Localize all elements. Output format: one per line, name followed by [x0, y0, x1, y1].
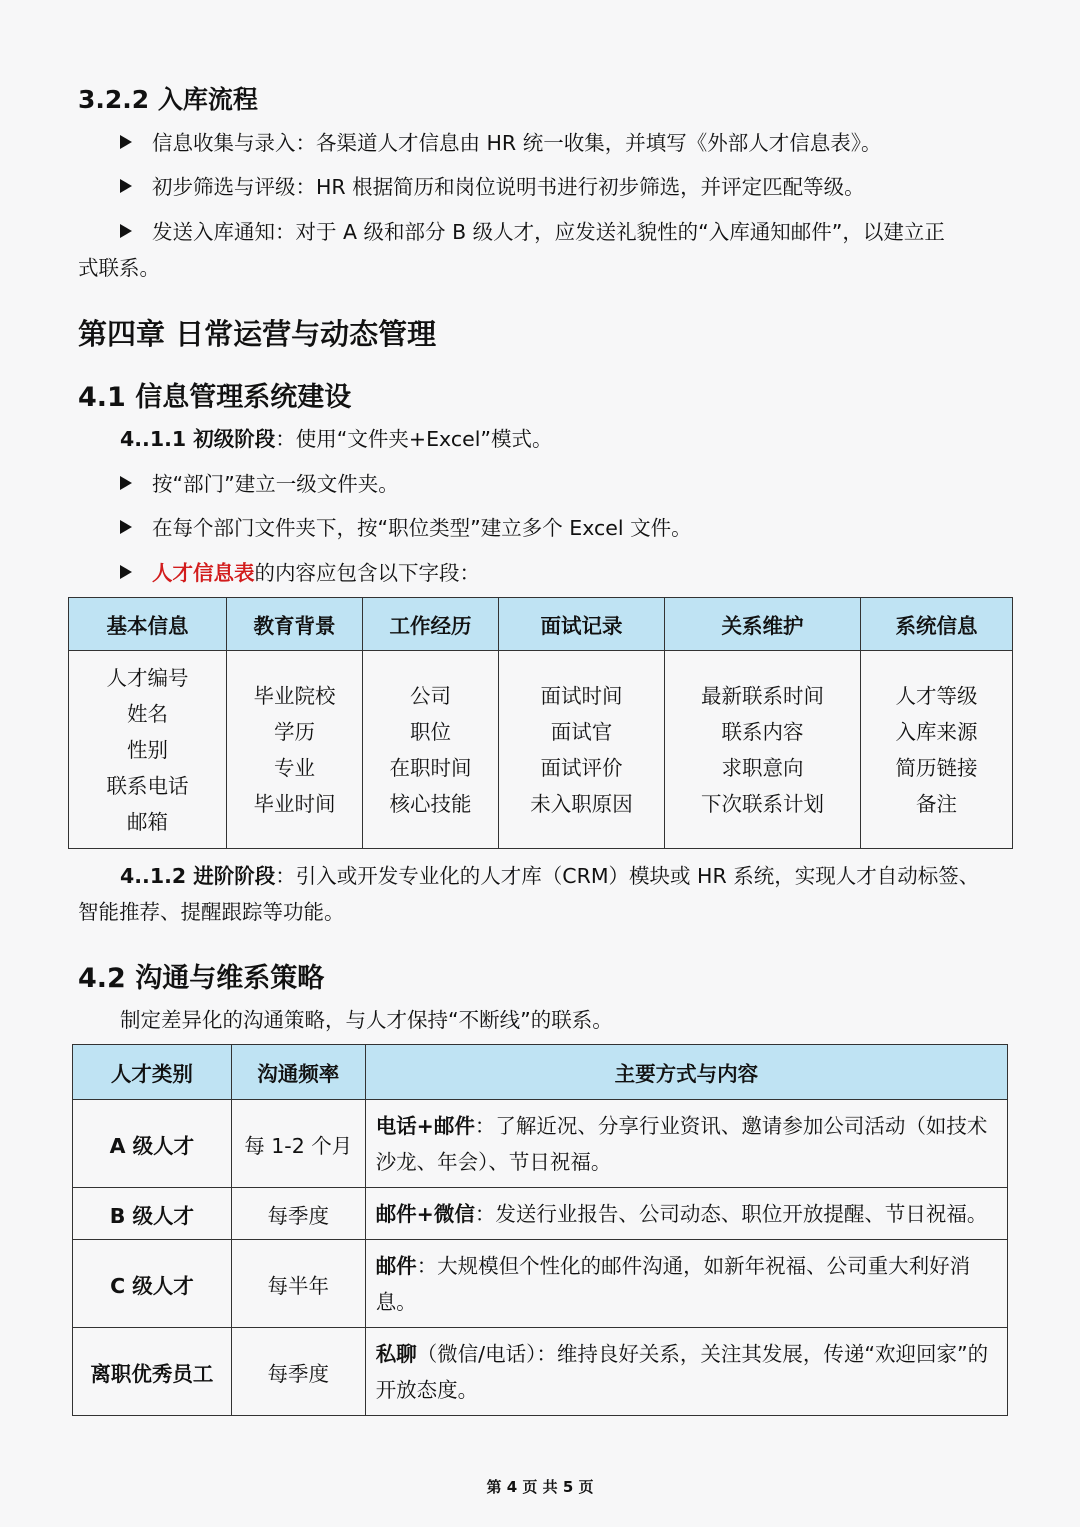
- triangle-bullet-icon: [120, 224, 132, 238]
- talent-category-cell: A 级人才: [73, 1100, 232, 1188]
- table-cell: 人才等级 入库来源 简历链接 备注: [861, 651, 1013, 849]
- table-cell: 最新联系时间 联系内容 求职意向 下次联系计划: [665, 651, 861, 849]
- frequency-cell: 每季度: [231, 1188, 365, 1240]
- triangle-bullet-icon: [120, 135, 132, 149]
- chapter-title: 第四章 日常运营与动态管理: [78, 317, 437, 351]
- section-heading-4-2: 4.2 沟通与维系策略: [78, 963, 325, 994]
- bullet-continuation: 式联系。: [78, 256, 160, 280]
- talent-info-fields-table: [68, 597, 1013, 849]
- intro-paragraph: 制定差异化的沟通策略，与人才保持“不断线”的联系。: [120, 1008, 613, 1032]
- table-row: [73, 1240, 1008, 1328]
- page-footer: 第 4 页 共 5 页: [486, 1478, 594, 1496]
- table-cell: 公司 职位 在职时间 核心技能: [363, 651, 499, 849]
- table-row: [69, 651, 1013, 849]
- triangle-bullet-icon: [120, 476, 132, 490]
- method-cell: 邮件+微信：发送行业报告、公司动态、职位开放提醒、节日祝福。: [365, 1188, 1007, 1240]
- table-row: [73, 1100, 1008, 1188]
- bullet-item: 按“部门”建立一级文件夹。: [120, 466, 399, 502]
- table-header-cell: 面试记录: [499, 598, 665, 651]
- stage-paragraph-continuation: 智能推荐、提醒跟踪等功能。: [78, 900, 345, 924]
- method-cell: 电话+邮件：了解近况、分享行业资讯、邀请参加公司活动（如技术沙龙、年会）、节日祝福。: [365, 1100, 1007, 1188]
- table-cell: 人才编号 姓名 性别 联系电话 邮箱: [69, 651, 227, 849]
- stage-paragraph: 4..1.2 进阶阶段：引入或开发专业化的人才库（CRM）模块或 HR 系统，实现人才自动标签、: [120, 864, 980, 888]
- method-cell: 私聊（微信/电话）：维持良好关系，关注其发展，传递“欢迎回家”的开放态度。: [365, 1328, 1007, 1416]
- talent-category-cell: 离职优秀员工: [73, 1328, 232, 1416]
- table-header-cell: 沟通频率: [231, 1045, 365, 1100]
- table-header-row: [69, 598, 1013, 651]
- talent-category-cell: B 级人才: [73, 1188, 232, 1240]
- table-header-cell: 工作经历: [363, 598, 499, 651]
- triangle-bullet-icon: [120, 565, 132, 579]
- table-row: [73, 1328, 1008, 1416]
- frequency-cell: 每季度: [231, 1328, 365, 1416]
- table-header-cell: 主要方式与内容: [365, 1045, 1007, 1100]
- table-header-cell: 教育背景: [227, 598, 363, 651]
- bullet-item: 信息收集与录入：各渠道人才信息由 HR 统一收集，并填写《外部人才信息表》。: [120, 125, 881, 161]
- table-cell: 面试时间 面试官 面试评价 未入职原因: [499, 651, 665, 849]
- table-header-cell: 关系维护: [665, 598, 861, 651]
- table-header-cell: 人才类别: [73, 1045, 232, 1100]
- bullet-item: 发送入库通知：对于 A 级和部分 B 级人才，应发送礼貌性的“入库通知邮件”，以建立正: [120, 214, 945, 250]
- method-cell: 邮件：大规模但个性化的邮件沟通，如新年祝福、公司重大利好消息。: [365, 1240, 1007, 1328]
- stage-paragraph: 4..1.1 初级阶段：使用“文件夹+Excel”模式。: [120, 427, 553, 451]
- triangle-bullet-icon: [120, 179, 132, 193]
- table-header-cell: 基本信息: [69, 598, 227, 651]
- communication-strategy-table: [72, 1044, 1008, 1416]
- section-heading-4-1: 4.1 信息管理系统建设: [78, 382, 352, 413]
- frequency-cell: 每半年: [231, 1240, 365, 1328]
- bullet-item: 在每个部门文件夹下，按“职位类型”建立多个 Excel 文件。: [120, 510, 692, 546]
- frequency-cell: 每 1-2 个月: [231, 1100, 365, 1188]
- section-heading-3-2-2: 3.2.2 入库流程: [78, 85, 258, 114]
- bullet-item: 初步筛选与评级：HR 根据简历和岗位说明书进行初步筛选，并评定匹配等级。: [120, 169, 865, 205]
- triangle-bullet-icon: [120, 520, 132, 534]
- table-header-row: [73, 1045, 1008, 1100]
- table-cell: 毕业院校 学历 专业 毕业时间: [227, 651, 363, 849]
- talent-category-cell: C 级人才: [73, 1240, 232, 1328]
- bullet-item: 人才信息表的内容应包含以下字段：: [120, 555, 480, 591]
- table-row: [73, 1188, 1008, 1240]
- table-header-cell: 系统信息: [861, 598, 1013, 651]
